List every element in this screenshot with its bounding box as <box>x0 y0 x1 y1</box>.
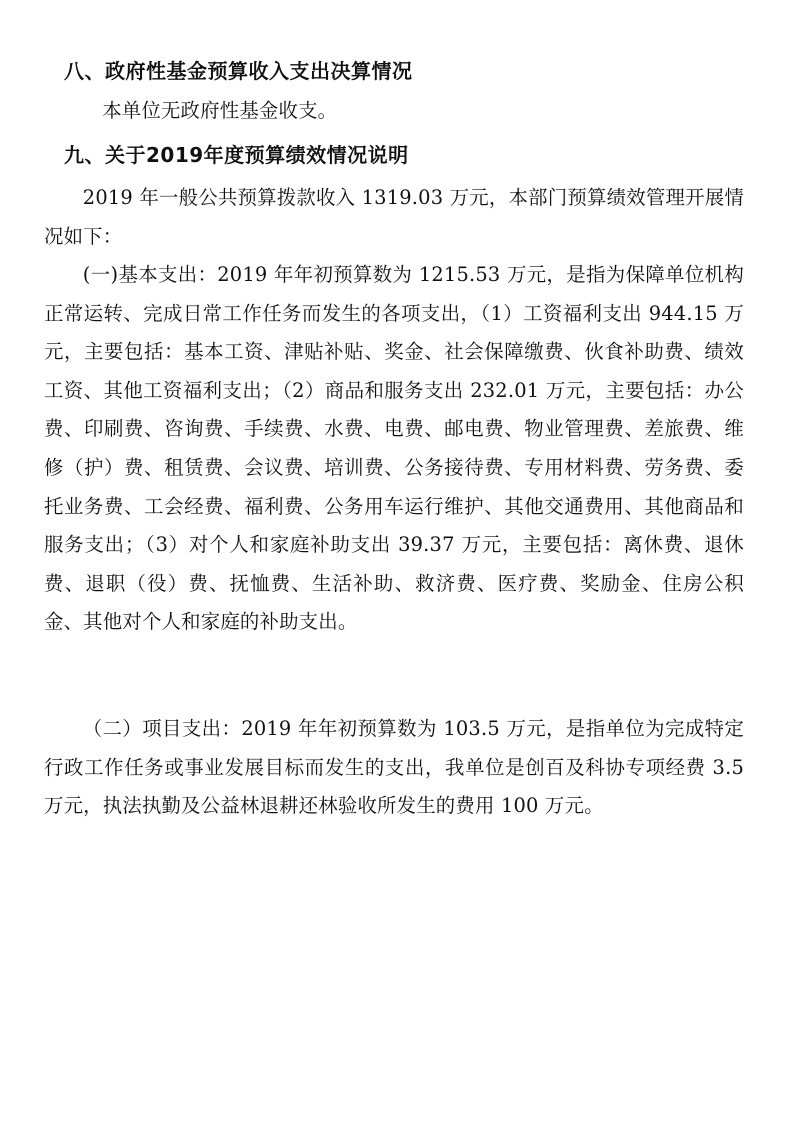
section-9-intro: 2019 年一般公共预算拨款收入 1319.03 万元，本部门预算绩效管理开展情况如下： <box>44 186 744 248</box>
section-8-text: 本单位无政府性基金收支。 <box>102 99 338 122</box>
section-9-heading: 九、关于2019年度预算绩效情况说明 <box>64 143 409 167</box>
section-8-heading: 八、政府性基金预算收入支出决算情况 <box>64 59 413 83</box>
project-expense-paragraph: （二）项目支出：2019 年年初预算数为 103.5 万元，是指单位为完成特定行政工作任务或事业发展目标而发生的支出，我单位是创百及科协专项经费 3.5 万元，执法执勤及公益林退耕还林验收所发生的费用 100 万元。 <box>44 717 744 818</box>
basic-expense-paragraph: (一)基本支出：2019 年年初预算数为 1215.53 万元，是指为保障单位机构正常运转、完成日常工作任务而发生的各项支出，（1）工资福利支出 944.15 万元，主要包括：基本工资、津贴补贴、奖金、社会保障缴费、伙食补助费、绩效工资、其他工资福利支出；（2）商品和服务支出 232.01 万元，主要包括：办公费、印刷费、咨询费、手续费、水费、电费、邮电费、物业管理费、差旅费、维修（护）费、租赁费、会议费、培训费、公务接待费、专用材料费、劳务费、委托业务费、工会经费、福利费、公务用车运行维护、其他交通费用、其他商品和服务支出；（3）对个人和家庭补助支出 39.37 万元，主要包括：离休费、退休费、退职（役）费、抚恤费、生活补助、救济费、医疗费、奖励金、住房公积金、其他对个人和家庭的补助支出。 <box>44 263 744 634</box>
